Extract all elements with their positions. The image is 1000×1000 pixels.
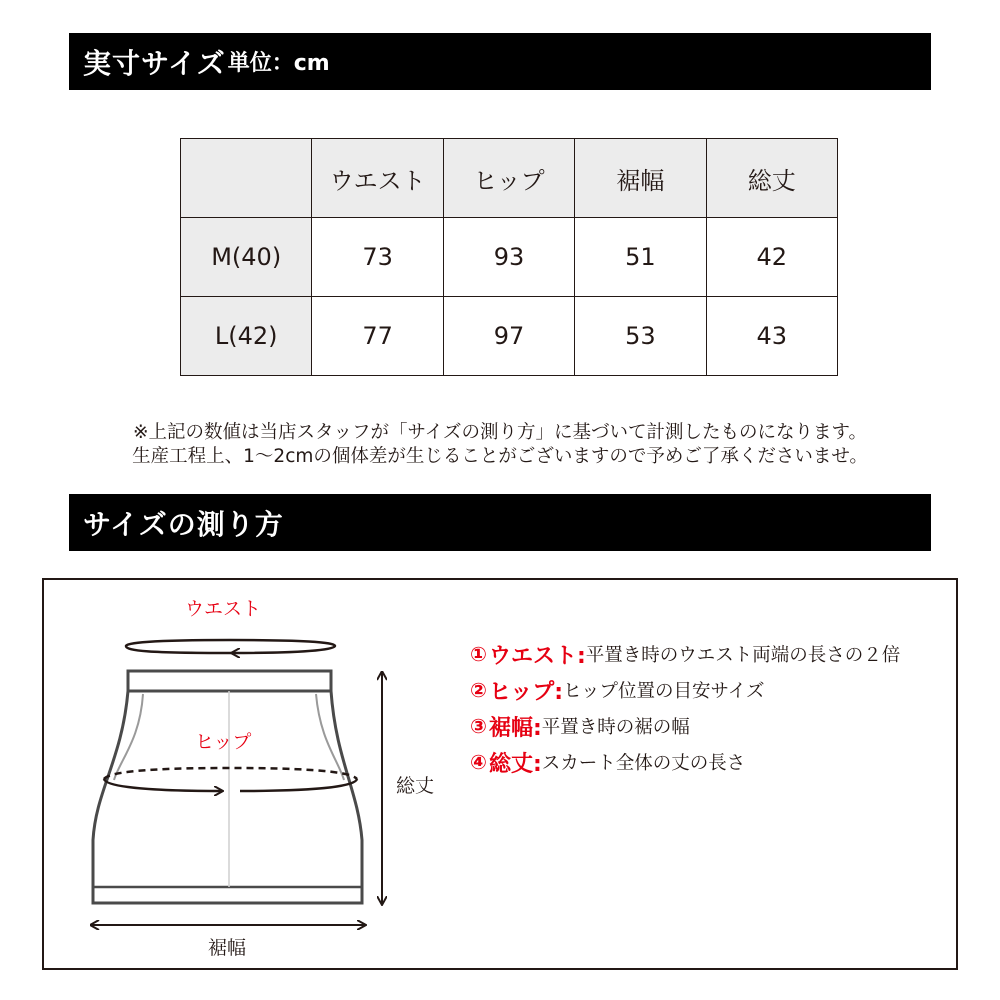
row-header-size: L(42) (181, 297, 312, 376)
column-header-length: 総丈 (706, 139, 837, 218)
legend-item (470, 672, 900, 708)
row-header-size: M(40) (181, 218, 312, 297)
diagram-label-waist: ウエスト (185, 598, 262, 620)
waist-measure-arrow (126, 640, 232, 653)
diagram-label-hip: ヒップ (195, 731, 252, 753)
table-cell: 73 (312, 218, 443, 297)
table-cell: 53 (575, 297, 706, 376)
note-line: 生産工程上、1〜2cmの個体差が生じることがございますので予めご了承くださいませ。 (132, 446, 868, 467)
waistband-shape (128, 671, 331, 691)
legend-number: ③ (470, 714, 487, 738)
legend-term: ヒップ: (488, 679, 564, 705)
table-cell: 43 (706, 297, 837, 376)
diagram-label-length: 総丈 (396, 775, 435, 797)
legend-item (470, 708, 900, 744)
column-header-hem: 裾幅 (575, 139, 706, 218)
legend-term: 裾幅: (488, 715, 542, 741)
column-header-waist: ウエスト (312, 139, 443, 218)
legend-term: ウエスト: (488, 643, 586, 669)
legend-description: ヒップ位置の目安サイズ (563, 681, 765, 702)
size-chart-title: 実寸サイズ (83, 46, 226, 80)
column-header-hip: ヒップ (443, 139, 574, 218)
legend-item (470, 744, 900, 780)
how-to-measure-title: サイズの測り方 (83, 507, 284, 541)
unit-label: 単位：cm (227, 51, 330, 76)
legend-number: ② (470, 678, 487, 702)
legend-description: スカート全体の丈の長さ (541, 753, 746, 774)
note-line: ※上記の数値は当店スタッフが「サイズの測り方」に基づいて計測したものになります。 (132, 422, 868, 443)
table-cell: 77 (312, 297, 443, 376)
measurement-legend (470, 636, 900, 780)
legend-item (470, 636, 900, 672)
table-cell: 42 (706, 218, 837, 297)
diagram-label-hem: 裾幅 (208, 937, 247, 959)
waist-measure-ellipse (230, 640, 335, 653)
legend-number: ① (470, 642, 487, 666)
legend-description: 平置き時の裾の幅 (541, 717, 690, 738)
legend-number: ④ (470, 750, 487, 774)
table-cell: 97 (443, 297, 574, 376)
legend-description: 平置き時のウエスト両端の長さの２倍 (585, 645, 901, 666)
legend-term: 総丈: (488, 751, 542, 777)
table-cell: 51 (575, 218, 706, 297)
table-cell: 93 (443, 218, 574, 297)
